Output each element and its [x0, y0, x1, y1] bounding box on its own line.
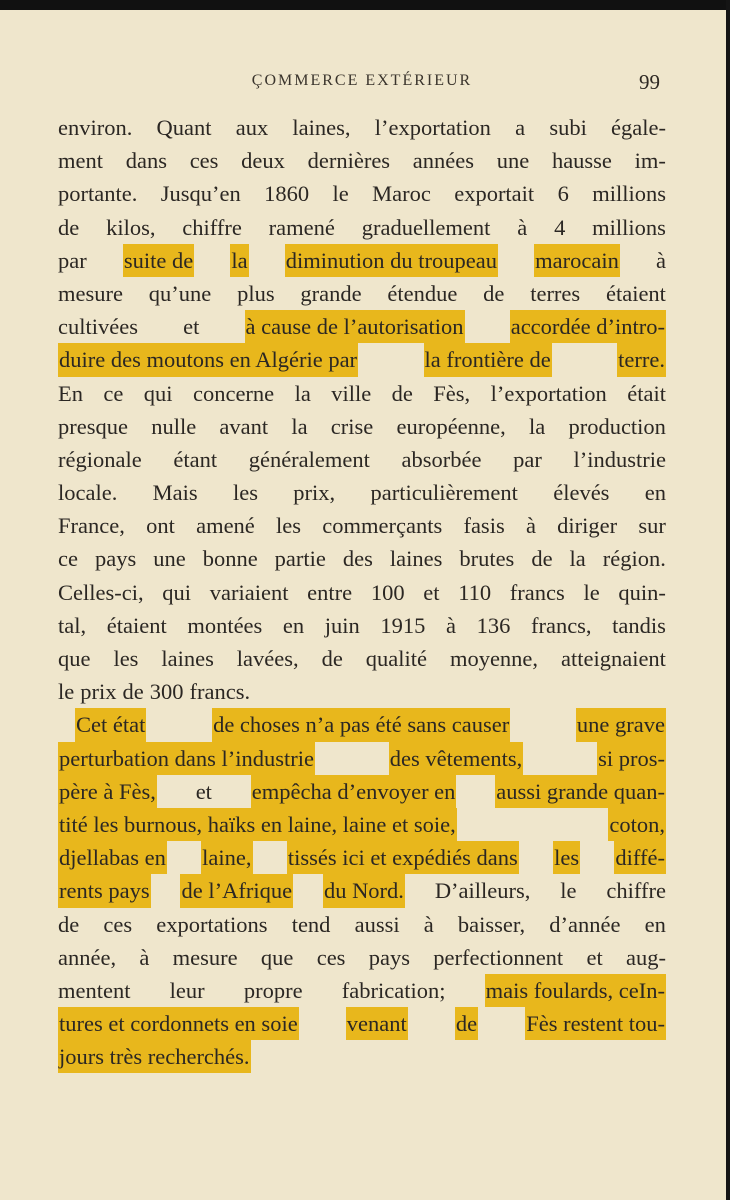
highlighted-text: Cet état — [75, 708, 146, 741]
word: en — [644, 911, 666, 937]
word: im- — [634, 148, 666, 174]
highlighted-text: jours très recherchés. — [58, 1040, 251, 1073]
word: fasis — [463, 513, 505, 539]
word: entre — [307, 579, 353, 605]
word: absorbée — [401, 446, 482, 472]
word: terres — [530, 280, 581, 306]
word: millions — [592, 181, 666, 207]
word: exportations — [156, 911, 268, 937]
word: l’exportation — [490, 380, 607, 406]
word: commerçants — [322, 513, 443, 539]
highlighted-text: venant — [346, 1007, 408, 1040]
word: francs — [509, 579, 565, 605]
word: tal, — [58, 612, 87, 638]
text-line — [58, 742, 666, 775]
highlighted-text: diffé- — [614, 841, 666, 874]
word: le — [58, 679, 75, 705]
word: étendue — [387, 280, 458, 306]
text-line — [58, 576, 666, 609]
word: tend — [291, 911, 331, 937]
text-line — [58, 708, 666, 741]
word: ces — [103, 911, 133, 937]
page-number: 99 — [639, 70, 660, 94]
word: chiffre — [182, 214, 242, 240]
word: région. — [602, 546, 666, 572]
word: ont — [146, 513, 175, 539]
word: à — [446, 612, 456, 638]
word: Quant — [156, 115, 212, 140]
word: graduellement — [361, 214, 491, 240]
word: de — [391, 380, 413, 406]
word: 1860 — [264, 181, 310, 207]
text-line — [58, 211, 666, 244]
highlighted-text: perturbation dans l’industrie — [58, 742, 315, 775]
text-line — [58, 476, 666, 509]
word: atteignaient — [560, 646, 666, 671]
word: 100 — [370, 579, 405, 605]
word: le — [560, 878, 577, 904]
word: à — [423, 911, 434, 937]
highlighted-text: si pros- — [597, 742, 666, 775]
highlighted-text: la — [230, 244, 248, 277]
body-text — [58, 111, 666, 1073]
word: une — [496, 148, 530, 174]
word: production — [568, 413, 666, 439]
word: quin- — [618, 579, 666, 605]
word: moyenne, — [449, 646, 539, 671]
word: qualité — [365, 646, 427, 671]
text-line — [58, 509, 666, 542]
highlighted-text: des vêtements, — [389, 742, 523, 775]
word: juin — [324, 612, 360, 638]
word: en — [644, 480, 666, 506]
word: aug- — [626, 944, 666, 970]
text-line — [58, 908, 666, 941]
word: élevés — [553, 480, 610, 506]
word: pays — [368, 944, 410, 970]
word: de — [58, 911, 80, 937]
word: les — [113, 646, 139, 671]
word: ce — [58, 546, 78, 572]
word: ment — [58, 148, 103, 174]
word: 1915 — [380, 612, 426, 638]
highlighted-text: tissés ici et expédiés dans — [287, 841, 519, 874]
word: les — [232, 480, 258, 506]
word: le — [332, 181, 349, 207]
word: dans — [125, 148, 167, 174]
word: régionale — [58, 446, 142, 472]
word: chiffre — [606, 878, 666, 904]
page-header — [58, 70, 666, 98]
text-line — [58, 177, 666, 210]
word: que — [58, 646, 91, 671]
word: étant — [173, 446, 218, 472]
word: mesure — [172, 944, 238, 970]
word: diriger — [557, 513, 618, 539]
word: subi — [549, 115, 587, 140]
word: qui — [162, 579, 192, 605]
word: Maroc — [372, 181, 431, 207]
highlighted-text: la frontière de — [424, 343, 552, 376]
word: étaient — [106, 612, 167, 638]
word: hausse — [551, 148, 612, 174]
word: montées — [187, 612, 263, 638]
word: d’année — [549, 911, 621, 937]
word: ces — [189, 148, 219, 174]
word: leur — [169, 977, 205, 1003]
word: aux — [235, 115, 269, 140]
word: exportait — [454, 181, 535, 207]
text-line — [58, 1040, 666, 1073]
text-line — [58, 542, 666, 575]
word: francs, — [530, 612, 592, 638]
word: 110 — [458, 579, 492, 605]
highlighted-text: coton, — [608, 808, 666, 841]
word: cultivées — [58, 314, 138, 340]
word: grande — [300, 280, 362, 306]
highlighted-text: accordée d’intro- — [510, 310, 666, 343]
text-line — [58, 874, 666, 907]
word: plus — [237, 280, 275, 306]
text-line — [58, 244, 666, 277]
word: qui — [143, 380, 173, 406]
word: était — [627, 380, 666, 406]
word: des — [342, 546, 373, 572]
word: ramené — [268, 214, 335, 240]
word: la — [529, 413, 546, 439]
text-line — [58, 277, 666, 310]
word: prix, — [293, 480, 336, 506]
word: de — [483, 280, 505, 306]
word: par — [58, 247, 87, 273]
text-line — [58, 642, 666, 675]
word: et — [423, 579, 440, 605]
word: baisser, — [457, 911, 526, 937]
word: la — [294, 380, 311, 406]
word: laines, — [292, 115, 351, 140]
text-line — [58, 111, 666, 144]
word: ce — [103, 380, 124, 406]
word: aussi — [354, 911, 400, 937]
word: D’ailleurs, — [434, 878, 531, 904]
word: de — [122, 679, 144, 705]
highlighted-text: suite de — [123, 244, 194, 277]
text-line — [58, 410, 666, 443]
word: 4 — [554, 214, 566, 240]
word: amené — [196, 513, 255, 539]
highlighted-text: à cause de l’autorisation — [245, 310, 465, 343]
word: étaient — [605, 280, 666, 306]
word: presque — [58, 413, 128, 439]
word: la — [569, 546, 586, 572]
word: Celles-ci, — [58, 579, 144, 605]
word: l’industrie — [573, 446, 666, 472]
word: deux — [241, 148, 285, 174]
word: propre — [243, 977, 303, 1003]
word: mentent — [58, 977, 131, 1003]
word: et — [586, 944, 603, 970]
word: par — [513, 446, 542, 472]
highlighted-text: de choses n’a pas été sans causer — [212, 708, 510, 741]
text-line — [58, 343, 666, 376]
highlighted-text: une grave — [576, 708, 666, 741]
word: Fès, — [433, 380, 471, 406]
word: prix — [80, 679, 117, 705]
word: année, — [58, 944, 117, 970]
text-line — [58, 808, 666, 841]
word: France, — [58, 513, 125, 539]
word: de — [321, 646, 343, 671]
highlighted-text: marocain — [534, 244, 620, 277]
word: concerne — [192, 380, 275, 406]
text-line — [58, 310, 666, 343]
word: partie — [274, 546, 326, 572]
highlighted-text: djellabas en — [58, 841, 167, 874]
text-line — [58, 974, 666, 1007]
highlighted-text: Fès restent tou- — [525, 1007, 666, 1040]
word: l’exportation — [374, 115, 491, 140]
word: années — [412, 148, 474, 174]
word: la — [291, 413, 308, 439]
highlighted-text: de — [455, 1007, 478, 1040]
word: que — [260, 944, 294, 970]
word: à — [525, 513, 536, 539]
word: Jusqu’en — [160, 181, 241, 207]
text-line — [58, 675, 666, 708]
word: 6 — [557, 181, 569, 207]
word: laines — [389, 546, 443, 572]
scan-top-border — [0, 0, 730, 10]
word: En — [58, 380, 83, 406]
word: locale. — [58, 480, 118, 506]
word: de — [531, 546, 553, 572]
word: a — [515, 115, 526, 140]
text-line — [58, 609, 666, 642]
text-line — [58, 144, 666, 177]
highlighted-text: tures et cordonnets en soie — [58, 1007, 299, 1040]
word: environ. — [58, 115, 133, 140]
word: généralement — [248, 446, 370, 472]
text-line — [58, 775, 666, 808]
word: et — [195, 778, 212, 804]
highlighted-text: mais foulards, ceIn- — [485, 974, 666, 1007]
highlighted-text: de l’Afrique — [180, 874, 293, 907]
highlighted-text: père à Fès, — [58, 775, 157, 808]
word: bonne — [202, 546, 258, 572]
word: en — [282, 612, 305, 638]
word: ville — [331, 380, 372, 406]
word: une — [153, 546, 186, 572]
highlighted-text: tité les burnous, haïks en laine, laine et soie, — [58, 808, 457, 841]
highlighted-text: empêcha d’envoyer en — [251, 775, 457, 808]
word: Mais — [152, 480, 198, 506]
word: et — [183, 314, 200, 340]
word: qu’une — [148, 280, 212, 306]
word: variaient — [209, 579, 289, 605]
text-line — [58, 377, 666, 410]
word: nulle — [151, 413, 197, 439]
word: de — [58, 214, 80, 240]
word: perfectionnent — [433, 944, 564, 970]
word: francs. — [189, 679, 251, 705]
word: portante. — [58, 181, 138, 207]
word: brutes — [459, 546, 515, 572]
word: 300 — [149, 679, 184, 705]
word: 136 — [476, 612, 511, 638]
word: à — [517, 214, 528, 240]
highlighted-text: aussi grande quan- — [495, 775, 666, 808]
word: millions — [592, 214, 666, 240]
word: dernières — [307, 148, 391, 174]
word: fabrication; — [341, 977, 446, 1003]
text-line — [58, 1007, 666, 1040]
word: crise — [330, 413, 374, 439]
word: laines — [161, 646, 214, 671]
word: tandis — [612, 612, 666, 638]
word: kilos, — [106, 214, 156, 240]
text-line — [58, 443, 666, 476]
word: égale- — [611, 115, 666, 140]
word: les — [276, 513, 302, 539]
word: mesure — [58, 280, 123, 306]
highlighted-text: rents pays — [58, 874, 151, 907]
highlighted-text: terre. — [617, 343, 666, 376]
word: pays — [94, 546, 137, 572]
highlighted-text: les — [553, 841, 580, 874]
highlighted-text: duire des moutons en Algérie par — [58, 343, 358, 376]
highlighted-text: laine, — [201, 841, 252, 874]
word: sur — [638, 513, 666, 539]
word: à — [656, 247, 666, 273]
text-line — [58, 941, 666, 974]
word: lavées, — [236, 646, 299, 671]
word: le — [583, 579, 600, 605]
word: à — [139, 944, 150, 970]
text-line — [58, 841, 666, 874]
word: avant — [219, 413, 269, 439]
word: ces — [316, 944, 346, 970]
word: particulièrement — [370, 480, 518, 506]
word: européenne, — [396, 413, 506, 439]
highlighted-text: diminution du troupeau — [285, 244, 498, 277]
scan-right-border — [726, 0, 730, 1200]
running-head: ÇOMMERCE EXTÉRIEUR — [251, 72, 473, 89]
highlighted-text: du Nord. — [323, 874, 405, 907]
